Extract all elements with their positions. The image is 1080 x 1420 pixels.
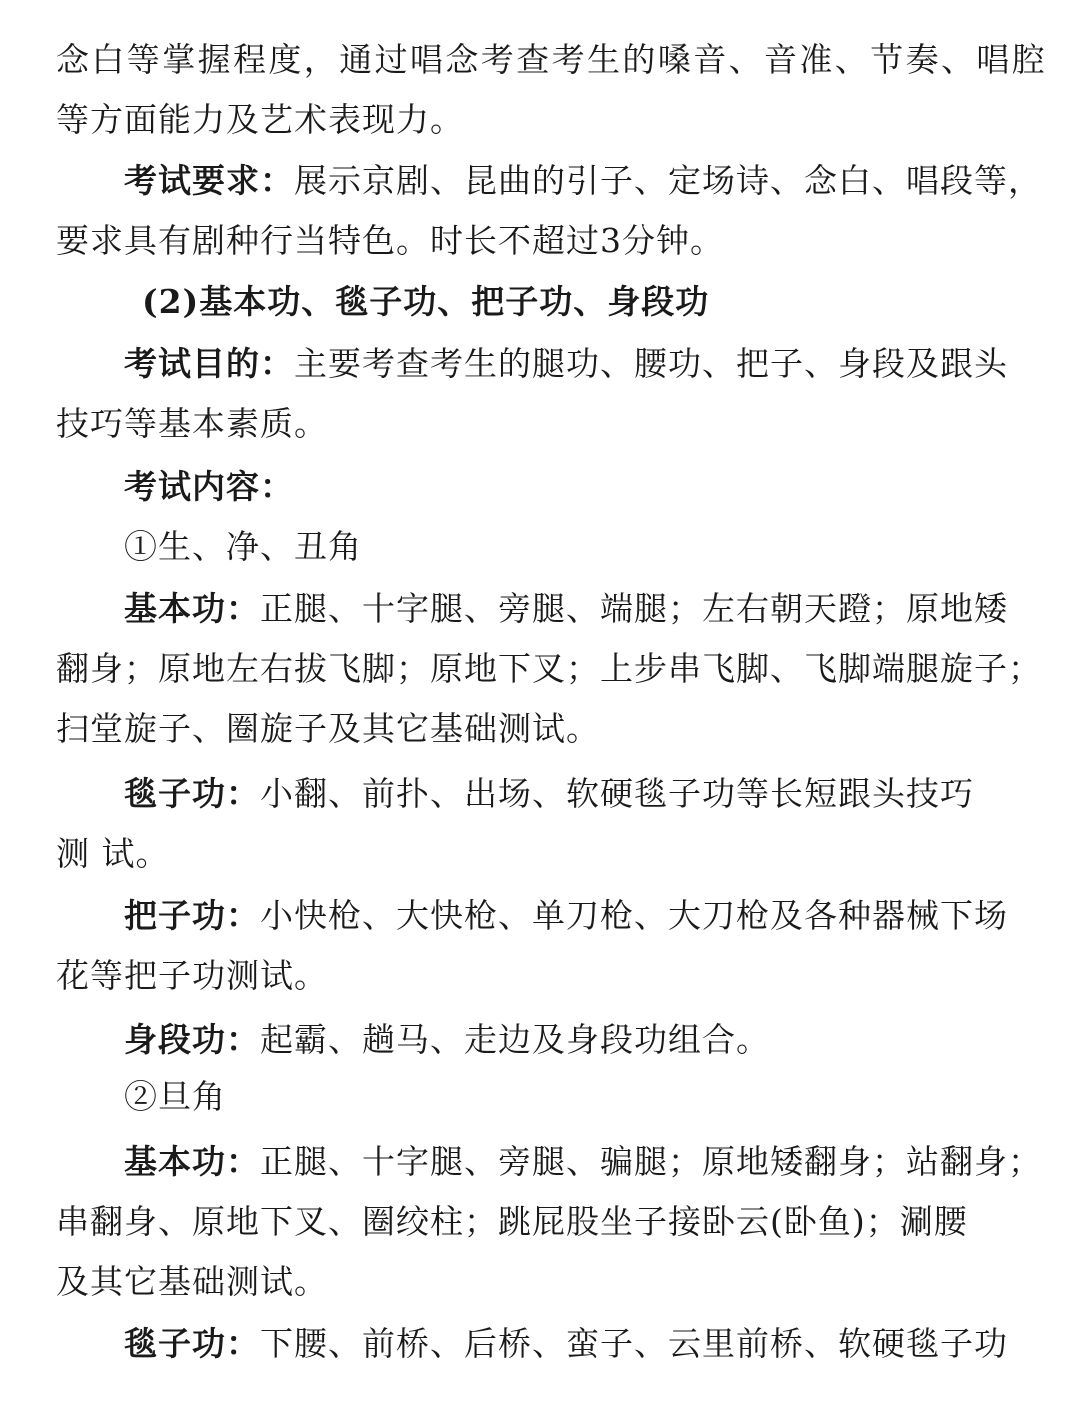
basic-skill-line bbox=[124, 589, 1044, 629]
section-heading bbox=[142, 282, 1080, 322]
line-text: ①生、净、丑角 bbox=[124, 527, 362, 566]
section-label: 基本功： bbox=[124, 589, 260, 628]
section-label: 基本功： bbox=[124, 1142, 260, 1181]
line-text: 翻身；原地左右拔飞脚；原地下叉；上步串飞脚、飞脚端腿旋子； bbox=[56, 649, 1042, 688]
line-text: 小快枪、大快枪、单刀枪、大刀枪及各种器械下场 bbox=[260, 896, 1008, 935]
line-text: 等方面能力及艺术表现力。 bbox=[56, 100, 464, 139]
section-label: 考试内容： bbox=[124, 467, 294, 506]
paragraph-line bbox=[56, 709, 1046, 749]
paragraph-line bbox=[56, 40, 1046, 80]
line-text: 展示京剧、昆曲的引子、定场诗、念白、唱段等， bbox=[294, 161, 1042, 200]
line-text: ②旦角 bbox=[124, 1077, 226, 1116]
line-text: 念白等掌握程度，通过唱念考查考生的嗓音、音准、节奏、唱腔 bbox=[56, 40, 1048, 79]
paragraph-line bbox=[56, 221, 1046, 261]
requirement-line bbox=[124, 161, 1044, 201]
paragraph-line bbox=[56, 1202, 1046, 1242]
line-text: 花等把子功测试。 bbox=[56, 956, 328, 995]
section-label: 毯子功： bbox=[124, 774, 260, 813]
line-text: 正腿、十字腿、旁腿、骗腿；原地矮翻身；站翻身； bbox=[260, 1142, 1042, 1181]
line-text: 扫堂旋子、圈旋子及其它基础测试。 bbox=[56, 709, 600, 748]
line-text: 技巧等基本素质。 bbox=[56, 404, 328, 443]
line-text: 串翻身、原地下叉、圈绞柱；跳屁股坐子接卧云(卧鱼)；涮腰 bbox=[56, 1202, 968, 1241]
paragraph-line bbox=[56, 404, 1046, 444]
section-label: 身段功： bbox=[124, 1020, 260, 1059]
line-text: 主要考查考生的腿功、腰功、把子、身段及跟头 bbox=[294, 344, 1008, 383]
carpet-skill-line bbox=[124, 774, 1044, 814]
posture-skill-line bbox=[124, 1020, 1044, 1060]
basic-skill-line bbox=[124, 1142, 1044, 1182]
subsection-title bbox=[124, 1077, 1044, 1117]
carpet-skill-line bbox=[124, 1324, 1044, 1364]
weapon-skill-line bbox=[124, 896, 1044, 936]
purpose-line bbox=[124, 344, 1044, 384]
subsection-title bbox=[124, 527, 1044, 567]
paragraph-line bbox=[56, 649, 1046, 689]
line-text: 起霸、趟马、走边及身段功组合。 bbox=[260, 1020, 770, 1059]
paragraph-line bbox=[56, 834, 1046, 874]
line-text: 测 试。 bbox=[56, 834, 170, 873]
paragraph-line bbox=[56, 956, 1046, 996]
section-label: 毯子功： bbox=[124, 1324, 260, 1363]
paragraph-line bbox=[56, 1262, 1046, 1302]
section-label: 考试目的： bbox=[124, 344, 294, 383]
content-label-line bbox=[124, 467, 1044, 507]
line-text: 正腿、十字腿、旁腿、端腿；左右朝天蹬；原地矮 bbox=[260, 589, 1008, 628]
line-text: 小翻、前扑、出场、软硬毯子功等长短跟头技巧 bbox=[260, 774, 974, 813]
section-label: 把子功： bbox=[124, 896, 260, 935]
section-label: 考试要求： bbox=[124, 161, 294, 200]
line-text: 及其它基础测试。 bbox=[56, 1262, 328, 1301]
line-text: 要求具有剧种行当特色。时长不超过3分钟。 bbox=[56, 221, 724, 260]
heading-text: (2)基本功、毯子功、把子功、身段功 bbox=[142, 282, 710, 321]
paragraph-line bbox=[56, 100, 1046, 140]
line-text: 下腰、前桥、后桥、蛮子、云里前桥、软硬毯子功 bbox=[260, 1324, 1008, 1363]
